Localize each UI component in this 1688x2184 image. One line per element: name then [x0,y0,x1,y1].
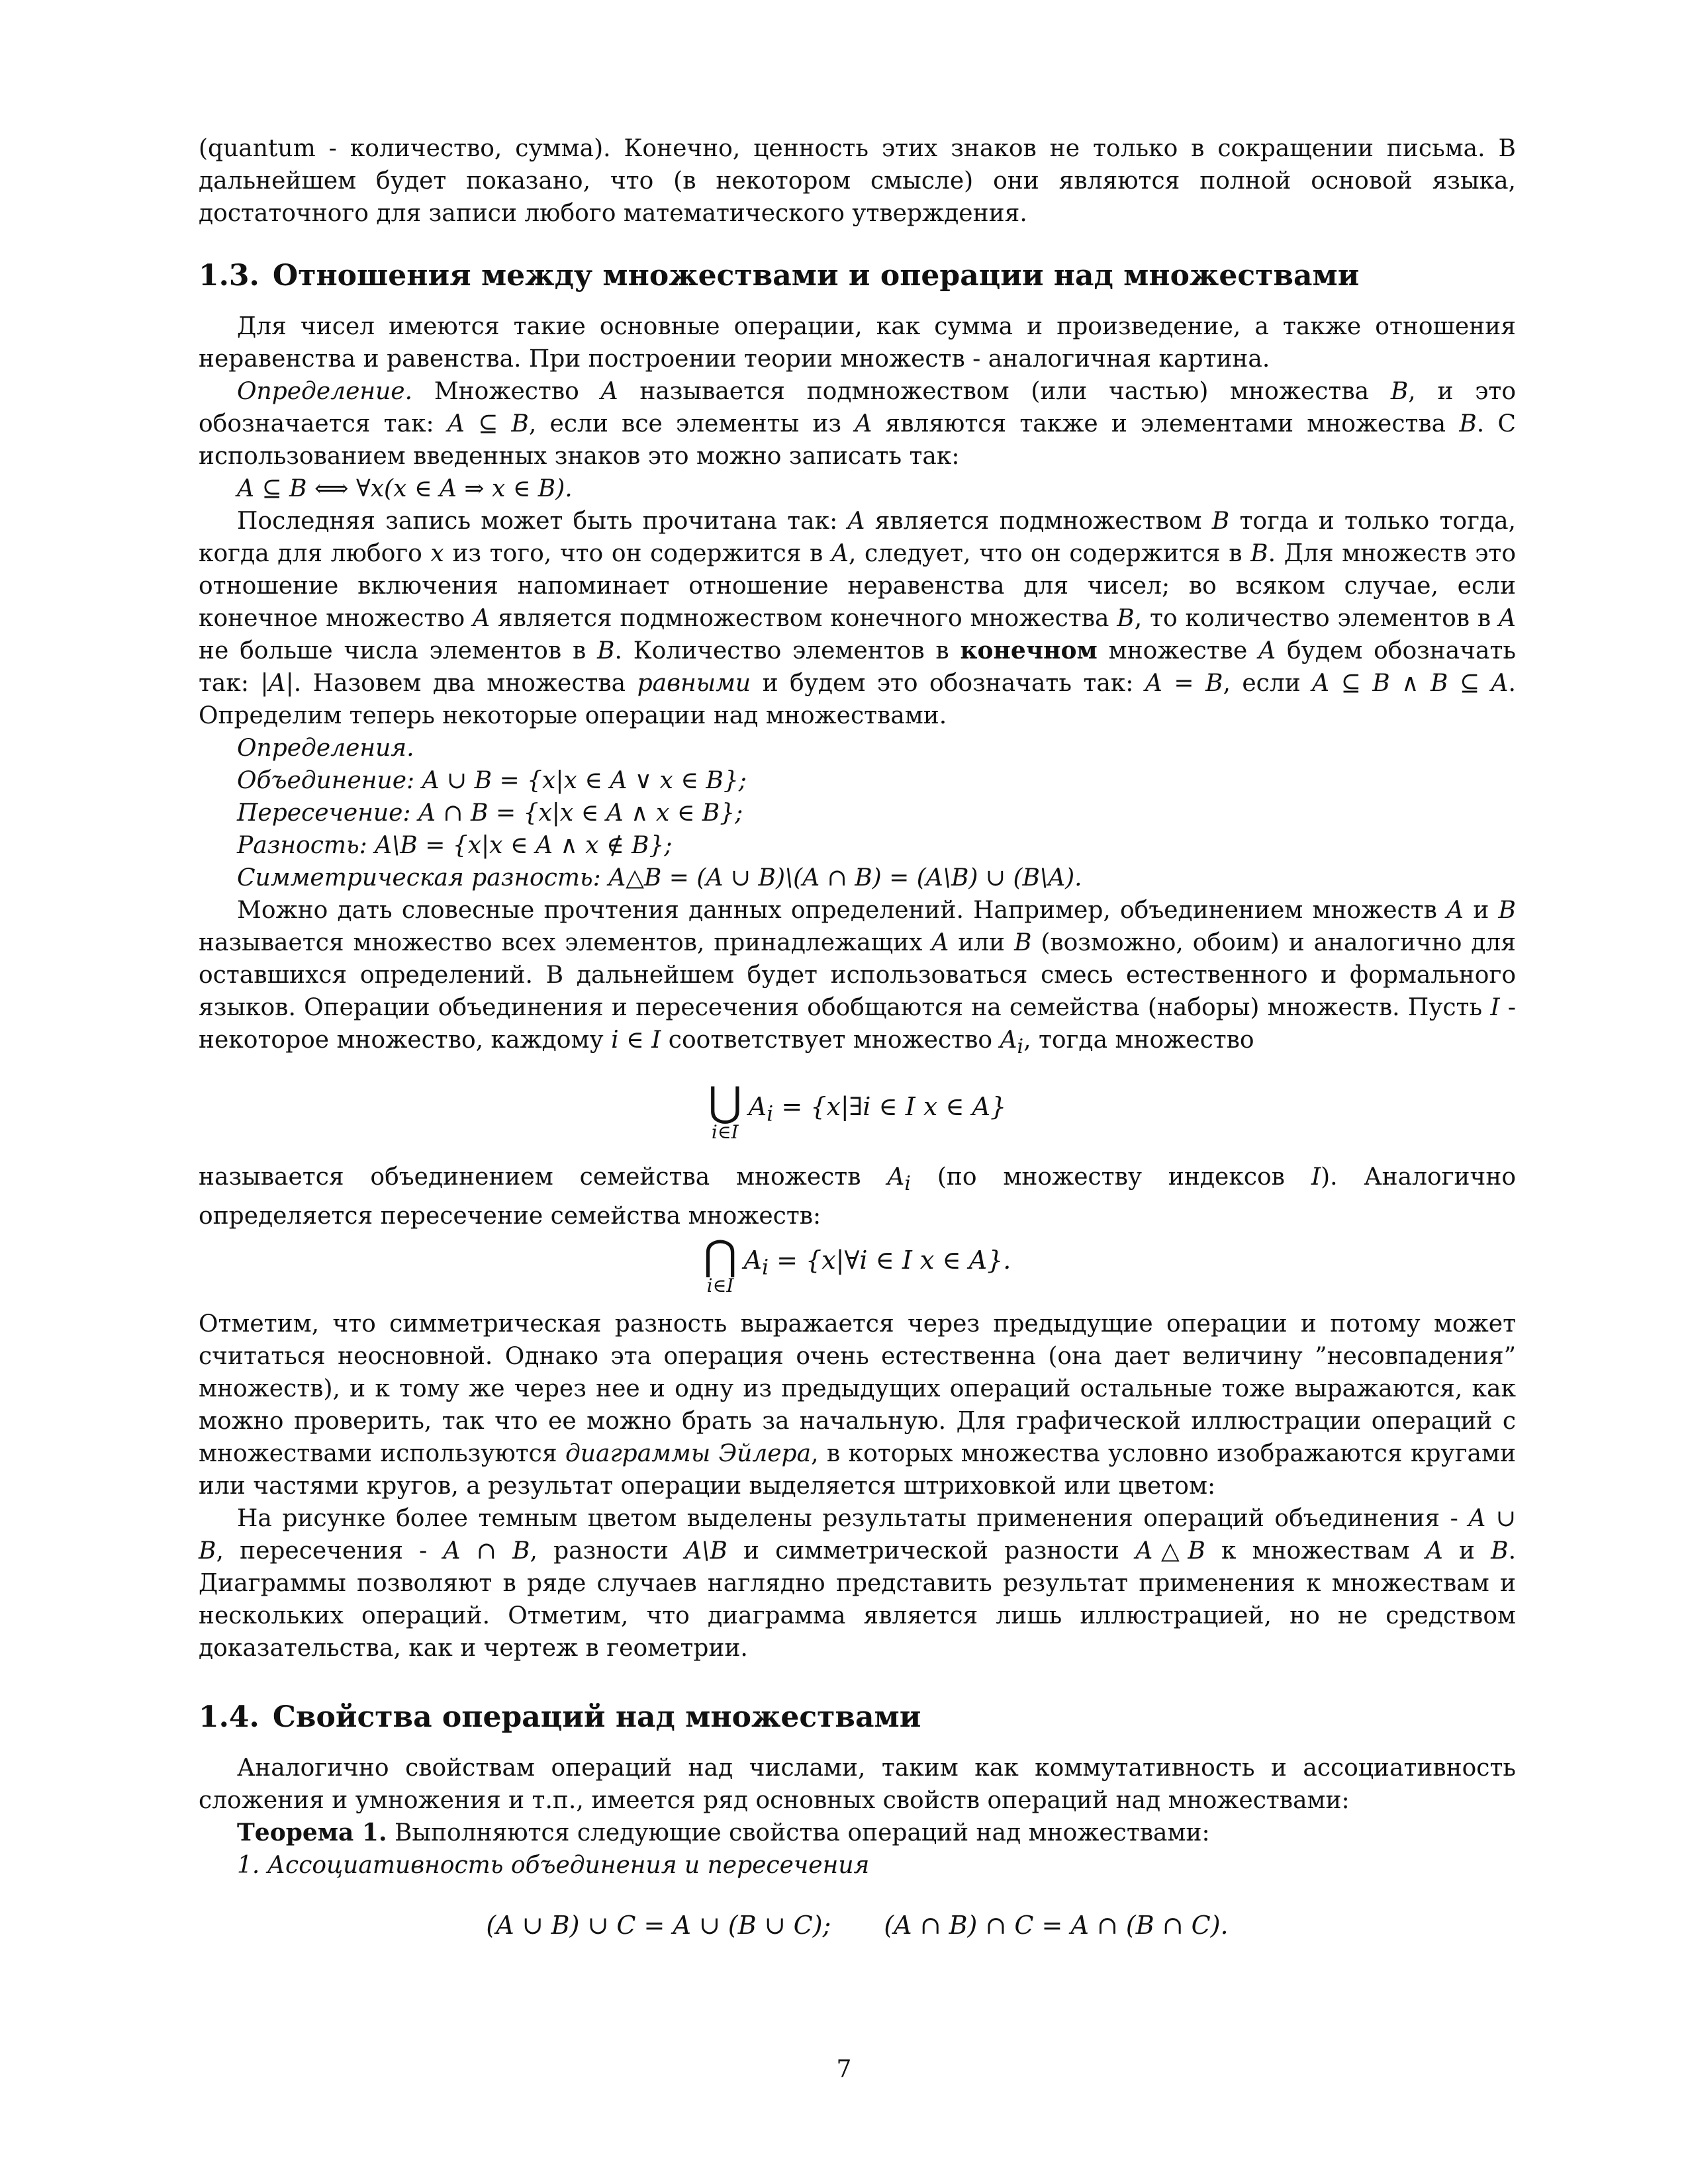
definition-union: Объединение: A ∪ B = {x|x ∈ A ∨ x ∈ B}; [237,767,747,794]
definition-difference: Разность: A\B = {x|x ∈ A ∧ x ∉ B}; [237,832,673,859]
formula-family-intersection: ⋂ i∈I $A_i$ = {x|∀i ∈ I x ∈ A}. [703,1231,1011,1297]
definition-symmetric-difference: Симметрическая разность: A△B = (A ∪ B)\(A ∩ B) = (A\B) ∪ (B\A). [237,864,1082,891]
page-number: 7 [836,2056,852,2083]
paragraph-numbers-ops: Для чисел имеются такие основные операции, как сумма и произведение, а также отношения неравенства и равенства. При построении теории множеств - аналогичная картина. [199,313,1516,373]
theorem-item-1: 1. Ассоциативность объединения и пересечения [237,1852,870,1880]
paragraph-symmetric-difference: Отметим, что симметрическая разность выражается через предыдущие операции и потому может считаться неосновной. Однако эта операция очень естественна (она дает величину ”несовпадения” множеств), и к тому же через нее и одну из предыдущих операций остальные тоже выражаются, как можно проверить, так что ее можно брать за начальную. Для графической иллюстрации операций с множествами используются диаграммы Эйлера, в которых множества условно изображаются кругами или частями кругов, а результат операции выделяется штриховкой или цветом: [199,1310,1517,1500]
section-heading-1-3 [199,256,1516,296]
section-heading-1-4 [199,1698,1516,1737]
definitions-list [199,732,1516,894]
paragraph-verbal-readings: Можно дать словесные прочтения данных определений. Например, объединением множеств A и B называется множество всех элементов, принадлежащих A или B (возможно, обоим) и аналогично для оставшихся определений. В дальнейшем будет использоваться смесь естественного и формального языков. Операции объединения и пересечения обобщаются на семейства (наборы) множеств. Пусть I - некоторое множество, каждому i ∈ I соответствует множество $A_i$, тогда множество [199,897,1517,1059]
big-union-icon: ⋃ [708,1077,742,1126]
bold-finite: конечном [960,637,1098,664]
paragraph-family-union: называется объединением семейства множеств $A_i$ (по множеству индексов I). Аналогично определяется пересечение семейства множеств: [199,1163,1517,1230]
definitions-label: Определения. [237,735,414,762]
italic-euler-diagrams: диаграммы Эйлера [565,1440,812,1468]
theorem-label: Теорема 1. [237,1819,387,1847]
paragraph-intro: (quantum - количество, сумма). Конечно, ценность этих знаков не только в сокращении письма. В дальнейшем будет показано, что (в некотором смысле) они являются полной основой языка, достаточного для записи любого математического утверждения. [199,135,1516,227]
formula-subset-definition: A ⊆ B ⟺ ∀x(x ∈ A ⇒ x ∈ B). [237,475,573,502]
paragraph-subset-reading: Последняя запись может быть прочитана так: A является подмножеством B тогда и только тогда, когда для любого x из того, что он содержится в A, следует, что он содержится в B. Для множеств это отношение включения напоминает отношение неравенства для чисел; во всяком случае, если конечное множество A является подмножеством конечного множества B, то количество элементов в A не больше числа элементов в B. Количество элементов в конечном множестве A будем обозначать так: |A|. Назовем два множества равными и будем это обозначать так: A = B, если A ⊆ B ∧ B ⊆ A. Определим теперь некоторые операции над множествами. [199,508,1517,729]
paragraph-figure-description: На рисунке более темным цветом выделены результаты применения операций объединения - A ∪ B, пересечения - A ∩ B, разности A\B и симметрической разности A△B к множествам A и B. Диаграммы позволяют в ряде случаев наглядно представить результат применения к множествам и нескольких операций. Отметим, что диаграмма является лишь иллюстрацией, но не средством доказательства, как и чертеж в геометрии. [199,1505,1517,1662]
theorem-1: Теорема 1. Выполняются следующие свойства операций над множествами: [237,1819,1210,1847]
formula-associativity: (A ∪ B) ∪ C = A ∪ (B ∪ C); (A ∩ B) ∩ C = A ∩ (B ∩ C). [486,1911,1229,1940]
italic-equal: равными [637,670,751,697]
formula-family-union: ⋃ i∈I $A_i$ = {x|∃i ∈ I x ∈ A} [708,1077,1007,1144]
section-title: Отношения между множествами и операции над множествами [272,259,1360,293]
paragraph-properties-intro: Аналогично свойствам операций над числами, таким как коммутативность и ассоциативность сложения и умножения и т.п., имеется ряд основных свойств операций над множествами: [199,1754,1516,1815]
definition-label: Определение. [237,378,413,405]
definition-subset: Определение. Множество A называется подмножеством (или частью) множества B, и это обозначается так: A ⊆ B, если все элементы из A являются также и элементами множества B. С использованием введенных знаков это можно записать так: [199,378,1517,470]
definition-intersection: Пересечение: A ∩ B = {x|x ∈ A ∧ x ∈ B}; [237,799,743,827]
page-body [199,132,1516,1942]
section-number: 1.3. [199,259,259,293]
section-number: 1.4. [199,1700,259,1735]
section-title: Свойства операций над множествами [272,1700,921,1735]
big-intersection-icon: ⋂ [703,1231,737,1280]
